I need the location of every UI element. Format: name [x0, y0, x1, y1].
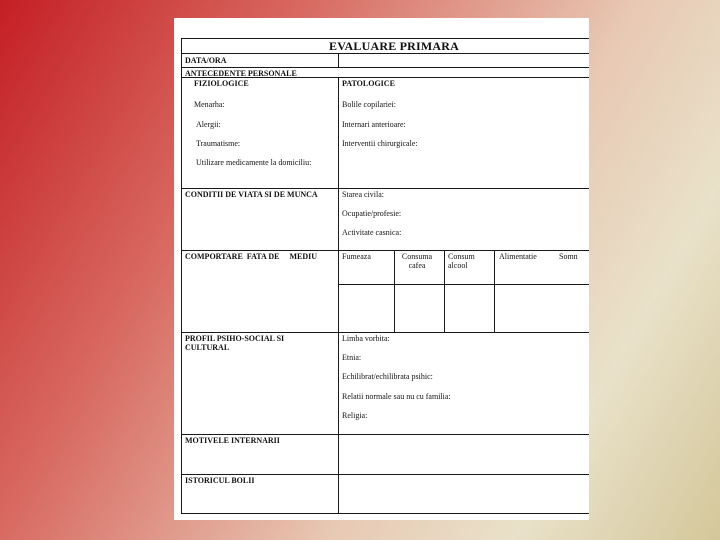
motivele-label: MOTIVELE INTERNARII	[185, 436, 280, 445]
conditii-label: CONDITII DE VIATA SI DE MUNCA	[185, 190, 318, 199]
conditii-item: Activitate casnica:	[342, 228, 402, 237]
rule-profil	[181, 332, 589, 333]
conditii-item: Ocupatie/profesie:	[342, 209, 402, 218]
profil-item: Etnia:	[342, 353, 362, 362]
rule-col-alimentatie	[494, 250, 495, 332]
patologice-item: Interventii chirurgicale:	[342, 139, 418, 148]
antecedente-label: ANTECEDENTE PERSONALE	[185, 69, 297, 78]
profil-item: Limba vorbita:	[342, 334, 390, 343]
comportare-col-header: Somn	[559, 252, 578, 261]
conditii-item: Starea civila:	[342, 190, 384, 199]
comportare-col-header: Alimentatie	[499, 252, 537, 261]
rule-bottom	[181, 513, 589, 514]
rule-data-divider	[338, 53, 339, 67]
data-ora-label: DATA/ORA	[185, 56, 227, 65]
fiziologice-item: Traumatisme:	[196, 139, 241, 148]
rule-middle	[338, 77, 339, 514]
rule-conditii	[181, 188, 589, 189]
rule-col-cafea	[394, 250, 395, 332]
profil-item: Religia:	[342, 411, 368, 420]
patologice-item: Internari anterioare:	[342, 120, 406, 129]
comportare-label: COMPORTARE FATA DE MEDIU	[185, 252, 318, 261]
form-title: EVALUARE PRIMARA	[329, 39, 459, 53]
profil-item: Echilibrat/echilibrata psihic:	[342, 372, 433, 381]
rule-motivele	[181, 434, 589, 435]
form-page	[174, 18, 589, 520]
comportare-col-header: Consum alcool	[448, 252, 475, 270]
patologice-header: PATOLOGICE	[342, 79, 395, 88]
fiziologice-item: Menarha:	[194, 100, 225, 109]
profil-item: Relatii normale sau nu cu familia:	[342, 392, 451, 401]
rule-col-alcool	[444, 250, 445, 332]
comportare-col-header: Fumeaza	[342, 252, 371, 261]
comportare-col-header: Consuma cafea	[401, 252, 433, 270]
profil-label: PROFIL PSIHO-SOCIAL SI CULTURAL	[185, 334, 285, 352]
fiziologice-header: FIZIOLOGICE	[194, 79, 249, 88]
rule-consum-sub	[338, 284, 589, 285]
rule-left	[181, 38, 182, 514]
rule-title	[181, 53, 589, 54]
fiziologice-item: Alergii:	[196, 120, 221, 129]
patologice-item: Bolile copilariei:	[342, 100, 396, 109]
fiziologice-item: Utilizare medicamente la domiciliu:	[196, 158, 312, 167]
istoricul-label: ISTORICUL BOLII	[185, 476, 255, 485]
rule-data	[181, 67, 589, 68]
rule-comportare	[181, 250, 589, 251]
rule-istoricul	[181, 474, 589, 475]
